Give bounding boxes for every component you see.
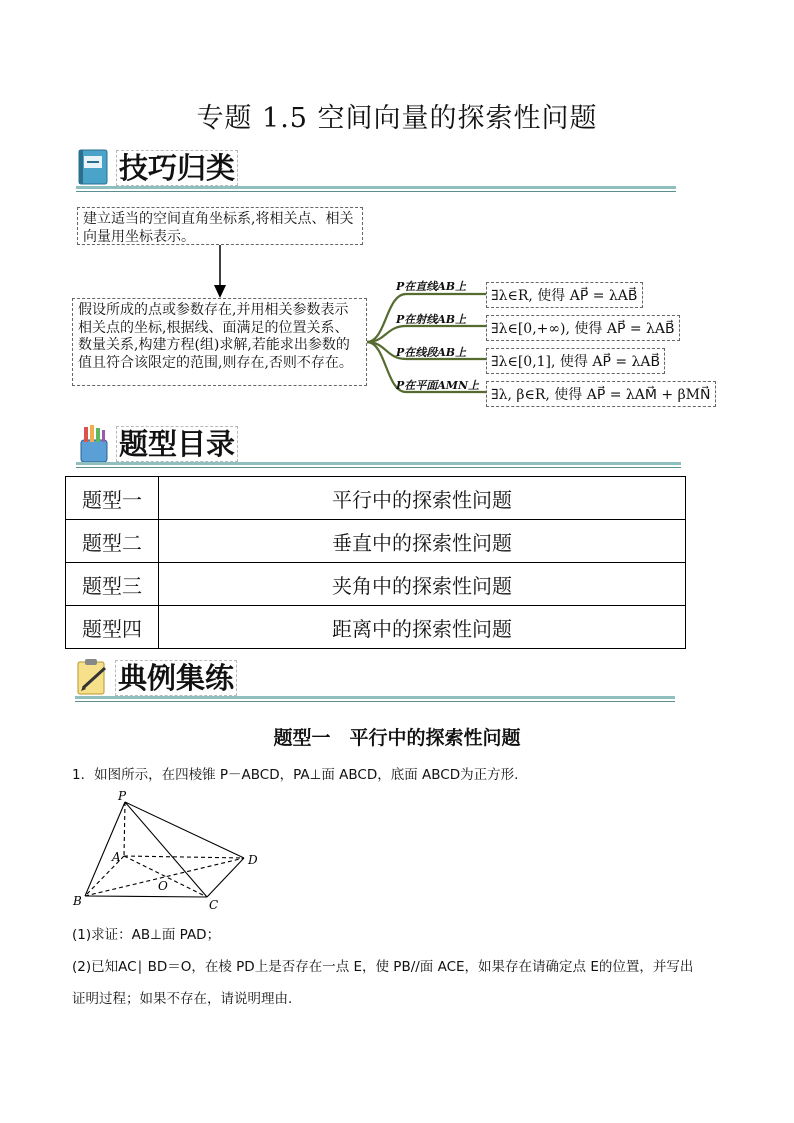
branch-formula-segment: ∃λ∈[0,1], 使得 AP⃗ = λAB⃗	[486, 348, 665, 374]
branch-formula-line: ∃λ∈R, 使得 AP⃗ = λAB⃗	[486, 282, 643, 308]
notebook-icon	[76, 148, 112, 188]
catalog-row	[66, 563, 686, 606]
catalog-key: 题型四	[66, 606, 159, 649]
problem-stem: 1．如图所示，在四棱锥 P－ABCD，PA⊥面 ABCD，底面 ABCD为正方形.	[72, 767, 519, 783]
mindmap-top-box: 建立适当的空间直角坐标系,将相关点、相关向量用坐标表示。	[77, 207, 363, 245]
catalog-key: 题型二	[66, 520, 159, 563]
branch-formula-ray: ∃λ∈[0,+∞), 使得 AP⃗ = λAB⃗	[486, 315, 680, 341]
section-title-examples: 典例集练	[115, 660, 238, 696]
page-title: 专题 1.5 空间向量的探索性问题	[196, 103, 598, 134]
catalog-table	[65, 476, 686, 649]
label-O: O	[158, 879, 168, 893]
clipboard-pencil-icon	[75, 658, 111, 698]
catalog-key: 题型三	[66, 563, 159, 606]
question-2-line2: 证明过程；如果不存在，请说明理由.	[72, 991, 293, 1007]
question-1: (1)求证：AB⊥面 PAD；	[72, 927, 221, 943]
catalog-row	[66, 520, 686, 563]
label-A: A	[112, 850, 121, 864]
label-B: B	[73, 894, 82, 908]
catalog-row	[66, 606, 686, 649]
section-header-examples	[75, 658, 675, 698]
catalog-row	[66, 477, 686, 520]
branch-label-plane: P在平面AMN上	[396, 379, 480, 392]
catalog-value: 距离中的探索性问题	[159, 606, 686, 649]
section-header-skills	[76, 148, 676, 188]
label-C: C	[209, 898, 219, 912]
section-header-catalog	[76, 424, 681, 464]
catalog-value: 垂直中的探索性问题	[159, 520, 686, 563]
mindmap-main-box: 假设所成的点或参数存在,并用相关参数表示相关点的坐标,根据线、面满足的位置关系、数量关系,构建方程(组)求解,若能求出参数的值且符合该限定的范围,则存在,否则不存在。	[72, 298, 367, 386]
pencil-cup-icon	[76, 424, 112, 464]
label-D: D	[248, 853, 258, 867]
section-title-skills: 技巧归类	[116, 150, 239, 186]
branch-label-line: P在直线AB上	[396, 280, 467, 293]
catalog-value: 平行中的探索性问题	[159, 477, 686, 520]
branch-label-segment: P在线段AB上	[396, 346, 467, 359]
down-arrow-icon	[200, 245, 240, 300]
branch-label-ray: P在射线AB上	[396, 313, 467, 326]
pyramid-figure	[70, 788, 270, 913]
example-heading: 题型一 平行中的探索性问题	[273, 727, 521, 749]
branch-formula-plane: ∃λ, β∈R, 使得 AP⃗ = λAM⃗ + βMN⃗	[486, 381, 716, 407]
label-P: P	[118, 789, 127, 803]
catalog-key: 题型一	[66, 477, 159, 520]
section-title-catalog: 题型目录	[116, 426, 239, 462]
catalog-value: 夹角中的探索性问题	[159, 563, 686, 606]
question-2-line1: (2)已知AC∣ BD＝O，在棱 PD上是否存在一点 E，使 PB//面 ACE，如果存在请确定点 E的位置，并写出	[72, 959, 694, 975]
